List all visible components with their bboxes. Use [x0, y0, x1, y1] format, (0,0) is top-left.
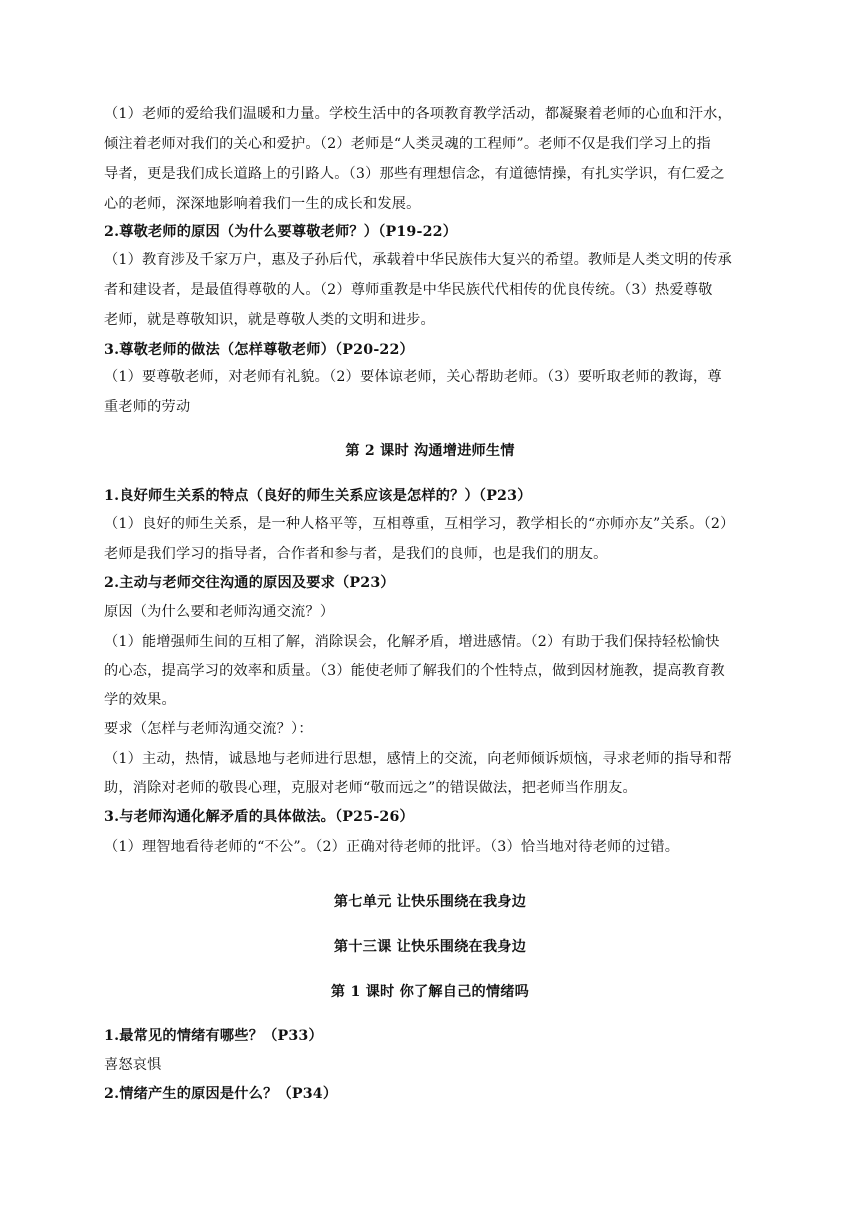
- section-heading: 2.尊敬老师的原因（为什么要尊敬老师？）（P19-22）: [104, 224, 458, 240]
- section-heading: 1.良好师生关系的特点（良好的师生关系应该是怎样的？）（P23）: [104, 488, 532, 504]
- paragraph-line: 要求（怎样与老师沟通交流？）：: [104, 721, 313, 737]
- paragraph-line: （1）要尊敬老师，对老师有礼貌。（2）要体谅老师，关心帮助老师。（3）要听取老师的教诲，尊: [104, 369, 722, 385]
- lesson-title: 第十三课 让快乐围绕在我身边: [333, 939, 527, 955]
- paragraph-line: 助，消除对老师的敬畏心理，克服对老师“敬而远之”的错误做法，把老师当作朋友。: [104, 780, 637, 796]
- paragraph-line: 心的老师，深深地影响着我们一生的成长和发展。: [104, 196, 421, 212]
- lesson-title: 第 2 课时 沟通增进师生情: [345, 443, 515, 459]
- paragraph-line: 重老师的劳动: [104, 399, 191, 415]
- paragraph-line: （1）老师的爱给我们温暖和力量。学校生活中的各项教育教学活动，都凝聚着老师的心血和汗水，: [104, 106, 732, 122]
- paragraph-line: （1）良好的师生关系，是一种人格平等，互相尊重，互相学习，教学相长的“亦师亦友”关系。（2）: [104, 516, 735, 532]
- section-heading: 2.主动与老师交往沟通的原因及要求（P23）: [104, 575, 395, 591]
- unit-title: 第七单元 让快乐围绕在我身边: [333, 894, 527, 910]
- paragraph-line: （1）能增强师生间的互相了解，消除误会，化解矛盾，增进感情。（2）有助于我们保持轻松愉快: [104, 634, 720, 650]
- paragraph-line: （1）理智地看待老师的“不公”。（2）正确对待老师的批评。（3）恰当地对待老师的过错。: [104, 839, 680, 855]
- paragraph-line: （1）主动，热情，诚恳地与老师进行思想，感情上的交流，向老师倾诉烦恼，寻求老师的指导和帮: [104, 751, 732, 767]
- section-heading: 3.与老师沟通化解矛盾的具体做法。（P25-26）: [104, 809, 414, 825]
- paragraph-line: 原因（为什么要和老师沟通交流？）: [104, 604, 335, 620]
- paragraph-line: 老师，就是尊敬知识，就是尊敬人类的文明和进步。: [104, 312, 435, 328]
- section-heading: 2.情绪产生的原因是什么？（P34）: [104, 1086, 338, 1102]
- paragraph-line: 喜怒哀惧: [104, 1057, 162, 1073]
- lesson-title: 第 1 课时 你了解自己的情绪吗: [330, 984, 530, 1000]
- paragraph-line: 导者，更是我们成长道路上的引路人。（3）那些有理想信念，有道德情操，有扎实学识，有仁爱之: [104, 166, 725, 182]
- paragraph-line: 老师是我们学习的指导者，合作者和参与者，是我们的良师，也是我们的朋友。: [104, 546, 608, 562]
- paragraph-line: 者和建设者，是最值得尊敬的人。（2）尊师重教是中华民族代代相传的优良传统。（3）热爱尊敬: [104, 282, 713, 298]
- paragraph-line: （1）教育涉及千家万户，惠及子孙后代，承载着中华民族伟大复兴的希望。教师是人类文明的传承: [104, 252, 732, 268]
- section-heading: 3.尊敬老师的做法（怎样尊敬老师）（P20-22）: [104, 342, 414, 358]
- section-heading: 1.最常见的情绪有哪些？（P33）: [104, 1028, 323, 1044]
- paragraph-line: 倾注着老师对我们的关心和爱护。（2）老师是“人类灵魂的工程师”。老师不仅是我们学习上的指: [104, 136, 711, 152]
- paragraph-line: 学的效果。: [104, 692, 176, 708]
- paragraph-line: 的心态，提高学习的效率和质量。（3）能使老师了解我们的个性特点，做到因材施教，提高教育教: [104, 663, 725, 679]
